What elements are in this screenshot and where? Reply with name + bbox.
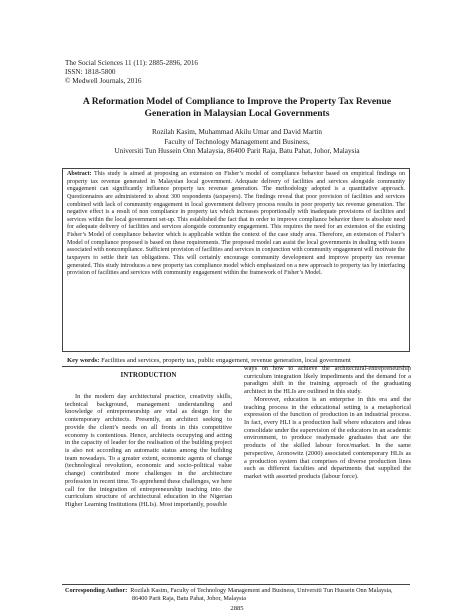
body-paragraph: In the modern day architectural practice, creativity skills, technical background, management understanding and knowledge of entrepreneurship are vital as design for the contemporary architects. Presently, an architect seeking to provide the client’s needs on all fronts in this competitive economy is contentious. Hence, architects occupying and acting in the capacity of leader for the realisation of the building project is also not according an automatic status among the building team nowadays. To a greater extent, economic agents of change (technological revolution, economic and socio-political value change) contributed more challenges in the architecture profession in recent time. To apprehend these challenges, we here call for the integration of entrepreneurship teaching into the curriculum structure of architectural education in the Nigerian Higher Learning Institutions (HLIs). Most importantly, possible [65,393,232,509]
journal-citation: The Social Sciences 11 (11): 2885-2896, 2016 [65,59,199,67]
journal-issn: ISSN: 1818-5800 [65,68,116,77]
abstract-label: Abstract: [67,171,92,177]
keywords-label: Key words: [67,357,100,364]
body-paragraph: Moreover, education is an enterprise in this era and the teaching process in the educational setting is a metaphorical expression of the function of production in an industrial process. In fact, every HLI is a production hall where educators and ideas consolidate under the supervision of the educators in an academic environment, to produce readymade graduates that are the products of the skilled labour force/market. In the same perspective, Aronowitz (2000) associated contemporary HLIs as a production system that comprises of diverse production lines such as different faculties and departments that supplied the market with assorted products (labour force). [244,395,411,481]
corresponding-author [65,587,415,602]
page-number: 2885 [230,605,244,612]
corresponding-author-line-1: Rozilah Kasim, Faculty of Technology Management and Business, Universiti Tun Hussein Onn Malaysia, [130,587,393,594]
footer-divider [62,584,410,585]
keywords [67,357,412,365]
body-column-left [65,365,232,509]
corresponding-author-line-2: 86400 Parit Raja, Batu Pahat, Johor, Malaysia [132,594,247,602]
journal-copyright: © Medwell Journals, 2016 [65,77,142,86]
introduction-heading: INTRODUCTION [120,371,177,379]
body-paragraph: ways on how to achieve the architectural-entrepreneurship curriculum integration likely impediments and the demand for a paradigm shift in the training approach of the graduating architect in the HLIs are outlined in this study. [244,365,411,396]
body-column-right [244,365,411,481]
abstract-box [62,168,410,352]
author-block [60,128,414,157]
paper-title: A Reformation Model of Compliance to Improve the Property Tax Revenue Generation in Malaysian Local Governments [82,96,392,119]
author-names: Rozilah Kasim, Muhammad Akilu Umar and David Martin [151,128,323,136]
author-affiliation-1: Faculty of Technology Management and Business, [164,137,310,146]
journal-info [65,59,198,87]
corresponding-author-label: Corresponding Author: [65,587,128,594]
abstract-paragraph [67,171,405,278]
author-affiliation-2: Universiti Tun Hussein Onn Malaysia, 86400 Parit Raja, Batu Pahat, Johor, Malaysia [114,147,360,156]
keywords-text: Facilities and services, property tax, public engagement, revenue generation, local government [99,357,351,364]
abstract-text: This study is aimed at proposing an extension on Fisher’s model of compliance behavior based on empirical findings on property tax revenue generated in Malaysian local government. Adequate delivery of facilities and services alongside community engagement can significantly influence property tax revenue generation. The methodology adopted is a quantitative approach. Questionnaires are administered to about 300 respondents (taxpayers). The findings reveal that poor provision of facilities and services combined with lack of community engagement in local government delivery process results in poor property tax revenue generation. The negative effect is a result of non compliance in property tax which increases proportionally with inadequate provisions of facilities and services within the local government set-up. This established the fact that in order to improve compliance behavior there is absolute need for adequate delivery of facilities and services alongside community engagement. This requires the need for an extension of the existing Fisher’s Model of compliance behavior which is applicable within the context of the case study area. Therefore, an extension of Fisher’s Model of compliance proposed is based on these requirements. The proposed model can assist the local governments in dealing with issues associated with noncompliance. Sufficient provision of facilities and services in conjunction with community engagement will motivate the taxpayers to settle their tax obligations. This will certainly encourage community development and improve property tax revenue generated. This study introduces a new property tax compliance model which emphasized on a new approach to property tax by interfacing provision of facilities and services with community engagement within the framework of Fisher’s Model. [67,171,405,277]
